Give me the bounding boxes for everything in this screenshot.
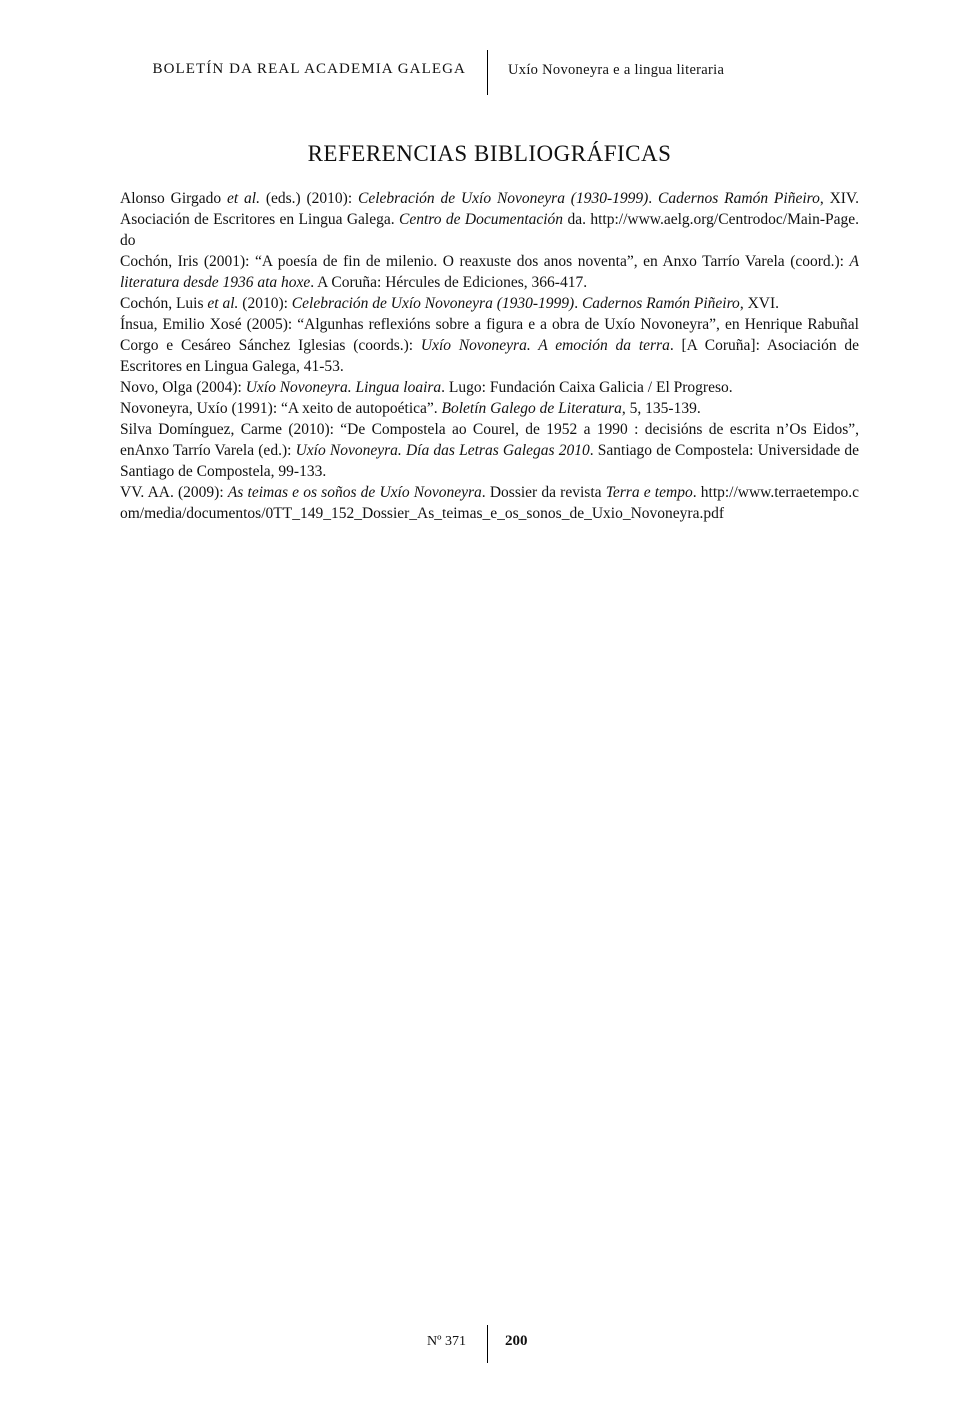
reference-text: . Lugo: Fundación Caixa Galicia / El Progreso. xyxy=(441,379,733,396)
reference-entry xyxy=(120,188,859,251)
reference-text: Alonso Girgado xyxy=(120,190,227,207)
reference-text: Terra e tempo xyxy=(605,484,693,501)
reference-text: Cochón, Iris (2001): “A poesía de fin de milenio. O reaxuste dos anos noventa”, en Anxo Tarrío Varela (coord.): xyxy=(120,253,850,270)
reference-text: . [A Coruña]: Asociación de Escritores en Lingua Galega, 41-53. xyxy=(120,337,859,375)
reference-text: Boletín Galego de Literatura xyxy=(441,400,622,417)
header-journal-title: BOLETÍN DA REAL ACADEMIA GALEGA xyxy=(152,61,466,77)
reference-text: As teimas e os soños de Uxío Novoneyra xyxy=(227,484,482,501)
footer-issue-number: Nº 371 xyxy=(427,1334,466,1349)
reference-text: Cadernos Ramón Piñeiro xyxy=(658,190,820,207)
reference-entry xyxy=(120,251,859,293)
reference-text: et al. xyxy=(227,190,260,207)
reference-url: http://www.aelg.org/Centrodoc/Main-Page.do xyxy=(120,211,859,249)
reference-text: , XIV. Asociación de Escritores en Lingua Galega. xyxy=(120,190,859,228)
reference-text: . xyxy=(692,484,701,501)
reference-text: Novo, Olga (2004): xyxy=(120,379,246,396)
reference-text: Celebración de Uxío Novoneyra (1930-1999) xyxy=(358,190,649,207)
reference-text: , XVI. xyxy=(739,295,779,312)
reference-text: A literatura desde 1936 ata hoxe xyxy=(120,253,859,291)
references-list xyxy=(120,188,859,524)
reference-text: Uxío Novoneyra. A emoción da terra xyxy=(420,337,670,354)
reference-text: . xyxy=(574,295,582,312)
footer-page-number: 200 xyxy=(505,1333,528,1349)
reference-url: http://www.terraetempo.com/media/documentos/0TT_149_152_Dossier_As_teimas_e_os_sonos_de_Uxio_Novoneyra.pdf xyxy=(120,484,860,522)
reference-text: da. xyxy=(563,211,591,228)
reference-text: Uxío Novoneyra. Día das Letras Galegas 2010 xyxy=(295,442,590,459)
footer-divider-rule xyxy=(487,1325,488,1363)
reference-text: Novoneyra, Uxío (1991): “A xeito de autopoética”. xyxy=(120,400,442,417)
reference-text: Centro de Documentación xyxy=(399,211,564,228)
reference-entry xyxy=(120,398,859,419)
reference-text: (2010): xyxy=(238,295,292,312)
header-article-title: Uxío Novoneyra e a lingua literaria xyxy=(508,62,725,78)
reference-text: Cochón, Luis xyxy=(120,295,208,312)
reference-text: Silva Domínguez, Carme (2010): “De Compostela ao Courel, de 1952 a 1990 : decisións de escrita n’Os Eidos”, enAnxo Tarrío Varela (ed.): xyxy=(120,421,859,459)
reference-text: . Dossier da revista xyxy=(481,484,606,501)
reference-text: , 5, 135-139. xyxy=(621,400,701,417)
reference-text: . xyxy=(648,190,659,207)
reference-text: (eds.) (2010): xyxy=(259,190,359,207)
reference-text: . Santiago de Compostela: Universidade de Santiago de Compostela, 99-133. xyxy=(120,442,860,480)
reference-text: Ínsua, Emilio Xosé (2005): “Algunhas reflexións sobre a figura e a obra de Uxío Novoneyra”, en Henrique Rabuñal Corgo e Cesáreo Sánchez Iglesias (coords.): xyxy=(120,316,859,354)
reference-text: . A Coruña: Hércules de Ediciones, 366-417. xyxy=(310,274,588,291)
reference-text: Celebración de Uxío Novoneyra (1930-1999) xyxy=(291,295,575,312)
reference-text: Cadernos Ramón Piñeiro xyxy=(581,295,740,312)
reference-entry xyxy=(120,314,859,377)
reference-text: Uxío Novoneyra. Lingua loaira xyxy=(245,379,442,396)
reference-text: et al. xyxy=(207,295,239,312)
reference-entry xyxy=(120,377,859,398)
section-title: REFERENCIAS BIBLIOGRÁFICAS xyxy=(307,141,672,166)
reference-entry xyxy=(120,293,859,314)
header-divider-rule xyxy=(487,50,488,95)
reference-text: VV. AA. (2009): xyxy=(120,484,228,501)
reference-entry xyxy=(120,482,859,524)
reference-entry xyxy=(120,419,859,482)
